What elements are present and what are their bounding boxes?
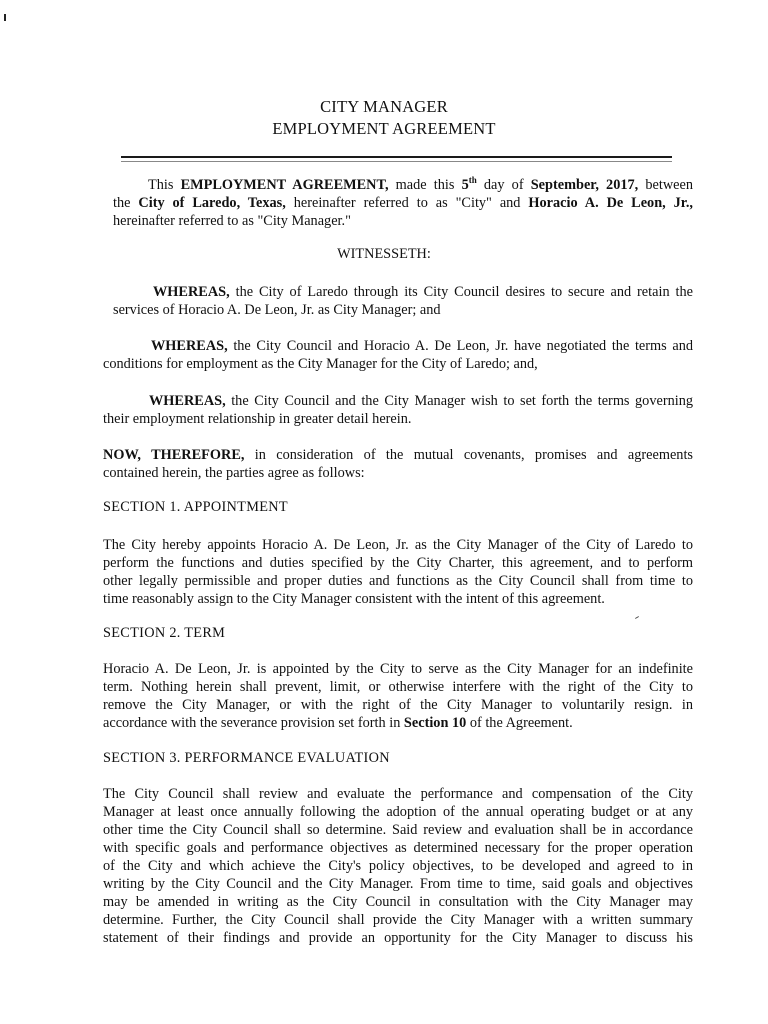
- text-bold: Horacio A. De Leon, Jr.,: [528, 195, 693, 211]
- whereas-2-line-1: [103, 337, 693, 355]
- section-3-body: [103, 785, 693, 947]
- section-3-line: Manager at least once annually following the adoption of the annual operating budget or at any: [103, 804, 693, 820]
- section-3-line: of the City and which achieve the City's policy objectives, to be developed and agreed to in: [103, 858, 693, 874]
- now-therefore-line-1: [103, 446, 693, 464]
- text-bold: City of Laredo, Texas,: [138, 195, 286, 211]
- section-3-line: writing by the City Council and the City Manager. From time to time, said goals and objectives: [103, 876, 693, 892]
- text-bold: NOW, THEREFORE,: [103, 447, 245, 463]
- now-therefore-line-2: contained herein, the parties agree as follows:: [103, 465, 365, 481]
- text: This: [148, 177, 181, 193]
- whereas-2: [103, 337, 693, 373]
- scan-artifact: [4, 14, 6, 21]
- text: the City Council and the City Manager wish to set forth the terms governing: [225, 393, 693, 409]
- intro-paragraph: [113, 176, 693, 230]
- section-3-line: statement of their findings and provide an opportunity for the City Manager to discuss his: [103, 930, 693, 946]
- now-therefore-paragraph: [103, 446, 693, 482]
- section-3-line: with specific goals and performance objectives as determined necessary for the proper operation: [103, 840, 693, 856]
- section-3-heading: SECTION 3. PERFORMANCE EVALUATION: [103, 750, 390, 766]
- text-bold: WHEREAS,: [149, 393, 226, 409]
- section-1-line: other legally permissible and proper duties and functions as the City Council shall from time to: [103, 573, 693, 589]
- section-1-body: [103, 536, 693, 608]
- section-1-line: The City hereby appoints Horacio A. De Leon, Jr. as the City Manager of the City of Laredo to: [103, 537, 693, 553]
- whereas-3: [103, 392, 693, 428]
- text-bold: EMPLOYMENT AGREEMENT,: [180, 177, 389, 193]
- text: accordance with the severance provision set forth in: [103, 715, 404, 731]
- intro-line-3: hereinafter referred to as "City Manager.": [113, 213, 351, 229]
- whereas-3-line-1: [103, 392, 693, 410]
- section-3-line: other time the City Council shall so determine. Said review and evaluation shall be in accordance: [103, 822, 693, 838]
- section-1-line: perform the functions and duties specified by the City Charter, this agreement, and to perform: [103, 555, 693, 571]
- title-line-1: CITY MANAGER: [320, 97, 448, 116]
- section-2-line: Horacio A. De Leon, Jr. is appointed by the City to serve as the City Manager for an indefinite: [103, 661, 693, 677]
- text-bold: September, 2017,: [530, 177, 639, 193]
- intro-line-2: [113, 194, 693, 212]
- section-3-line: determine. Further, the City Council shall provide the City Manager with a written summary: [103, 912, 693, 928]
- text: of the Agreement.: [466, 715, 573, 731]
- whereas-1: [113, 283, 693, 319]
- superscript: th: [468, 175, 477, 186]
- text: made this: [388, 177, 462, 193]
- whereas-2-line-2: conditions for employment as the City Manager for the City of Laredo; and,: [103, 356, 538, 372]
- section-2-heading: SECTION 2. TERM: [103, 625, 226, 641]
- text: the: [113, 195, 139, 211]
- intro-line-1: [113, 176, 693, 194]
- text: day of: [476, 177, 531, 193]
- scan-artifact: [635, 616, 639, 619]
- text: the City Council and Horacio A. De Leon, Jr. have negotiated the terms and: [227, 338, 693, 354]
- section-3-line: may be amended in writing as the City Council in consultation with the City Manager may: [103, 894, 693, 910]
- section-1-heading: SECTION 1. APPOINTMENT: [103, 499, 288, 515]
- text: hereinafter referred to as "City" and: [285, 195, 529, 211]
- text: the City of Laredo through its City Council desires to secure and retain the: [229, 284, 693, 300]
- text: between: [638, 177, 693, 193]
- title-rule: [121, 156, 672, 158]
- text: 5: [461, 177, 469, 193]
- section-2-line: remove the City Manager, or with the right of the City Manager to voluntarily resign. in: [103, 697, 693, 713]
- text: in consideration of the mutual covenants, promises and agreements: [244, 447, 693, 463]
- section-2-line: term. Nothing herein shall prevent, limit, or otherwise interfere with the right of the City to: [103, 679, 693, 695]
- section-1-line: time reasonably assign to the City Manager consistent with the intent of this agreement.: [103, 591, 605, 607]
- section-2-body: [103, 660, 693, 732]
- whereas-1-line-1: [113, 283, 693, 301]
- whereas-1-line-2: services of Horacio A. De Leon, Jr. as City Manager; and: [113, 302, 441, 318]
- whereas-3-line-2: their employment relationship in greater detail herein.: [103, 411, 412, 427]
- witnesseth-heading: WITNESSETH:: [337, 246, 431, 262]
- title-rule-shadow: [121, 161, 672, 162]
- text-bold: [462, 177, 477, 193]
- text-bold: Section 10: [403, 715, 467, 731]
- section-2-line-last: [103, 714, 693, 732]
- text-bold: WHEREAS,: [151, 338, 228, 354]
- section-3-line: The City Council shall review and evaluate the performance and compensation of the City: [103, 786, 693, 802]
- text-bold: WHEREAS,: [153, 284, 230, 300]
- title-line-2: EMPLOYMENT AGREEMENT: [272, 119, 496, 138]
